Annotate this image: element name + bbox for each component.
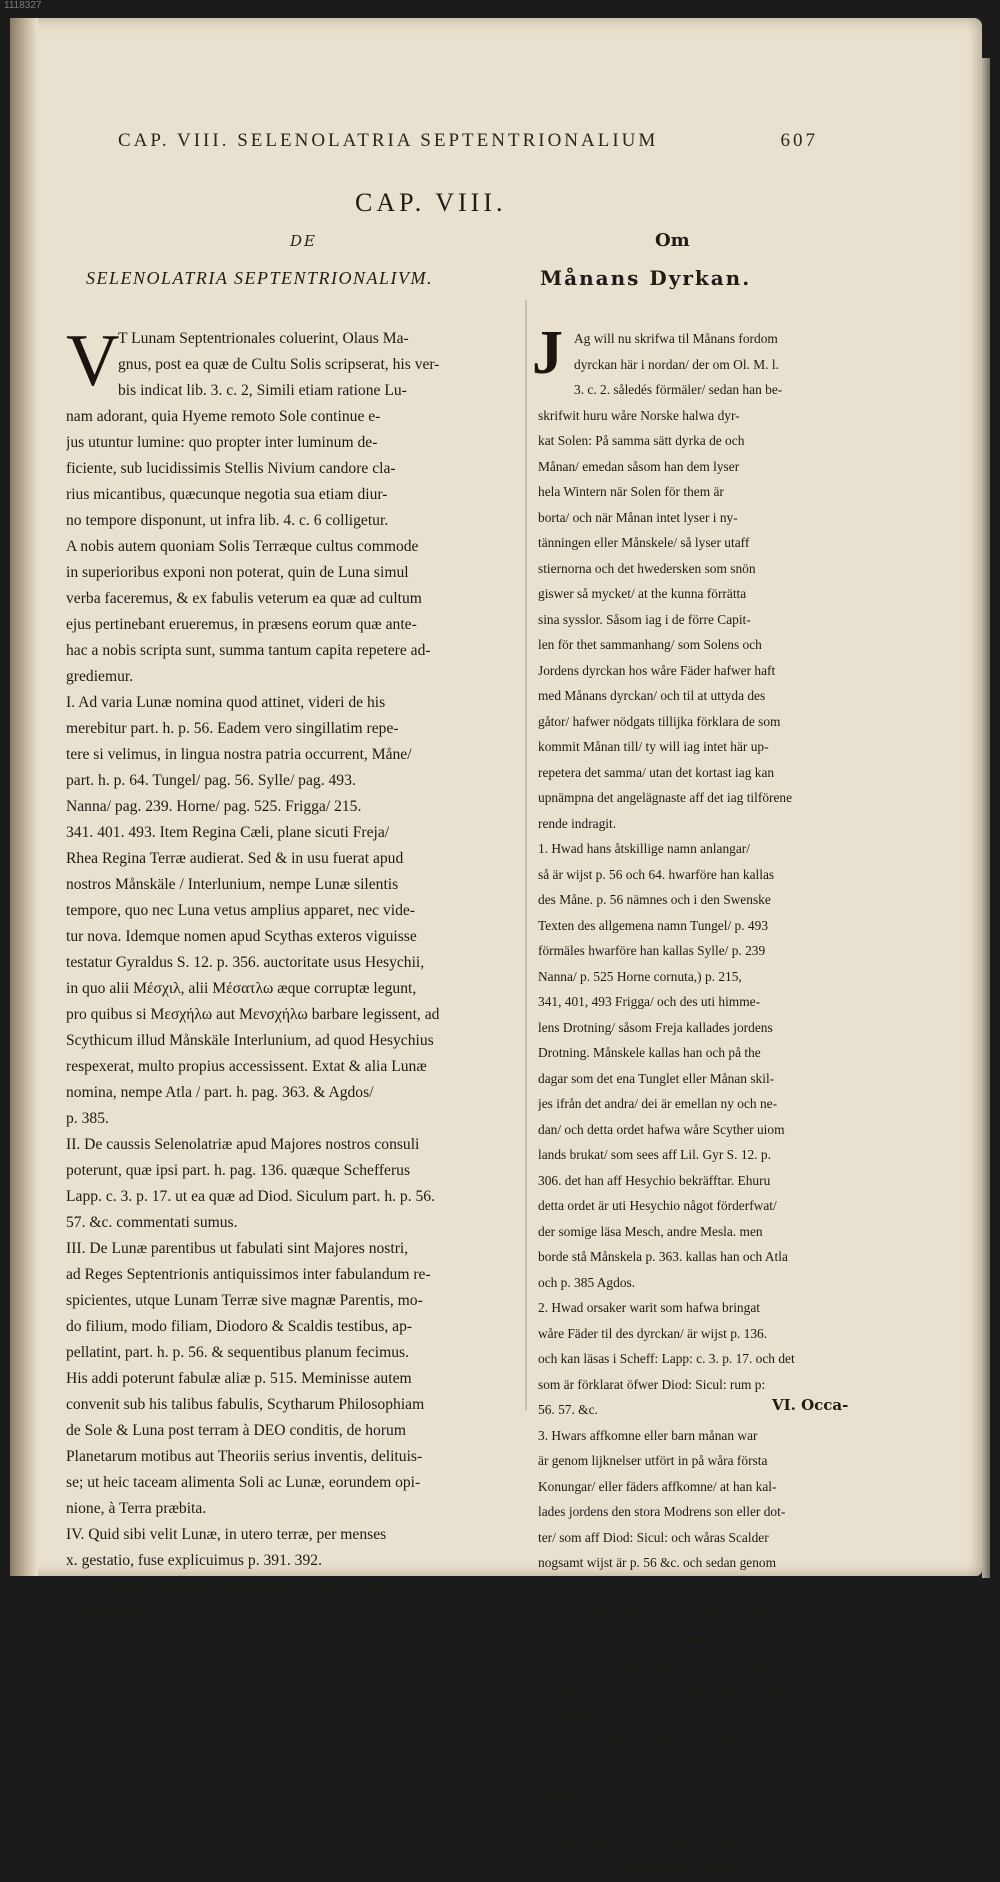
text-line: upnämpna det angelägnaste aff det iag tilförene	[538, 790, 793, 805]
text-line: sina sysslor. Såsom iag i de förre Capit-	[538, 611, 751, 627]
text-line: IV. Quid sibi velit Lunæ, in utero terræ, per menses	[66, 1526, 387, 1543]
text-line: lens Drotning/ såsom Freja kallades jordens	[538, 1019, 773, 1035]
text-line: kommit Månan till/ ty will iag intet här up-	[538, 739, 769, 754]
text-line: 6. Huru såsom Månans borttawarande	[538, 1861, 742, 1876]
text-line: ejus pertinebant erueremus, in præsens eorum quæ ante-	[66, 616, 417, 633]
text-line: jus utuntur lumine: quo propter inter luminum de-	[66, 434, 378, 451]
text-line: nogsamt wijst är p. 56 &c. och sedan genom	[538, 1555, 777, 1570]
text-line: x. gestatio, fuse explicuimus p. 391. 392.	[66, 1552, 322, 1569]
text-line: verba faceremus, & ex fabulis veterum ea quæ ad cultum	[66, 590, 422, 607]
text-line: do filium, modo filiam, Diodoro & Scaldis testibus, ap-	[66, 1318, 413, 1335]
text-line: pro quibus si Μεσχήλω aut Μενσχήλω barbare legissent, ad	[66, 1006, 440, 1023]
text-line: troendes och at Solen och Månan hade sin föda	[538, 1682, 791, 1698]
text-line: 341. 401. 493. Item Regina Cæli, plane sicuti Freja/	[66, 824, 390, 841]
text-line: så är wijst p. 56 och 64. hwarföre han kallas	[538, 866, 775, 882]
text-line: kat Solen: På samma sätt dyrka de och	[538, 433, 745, 448]
text-line: de Sole & Luna post terram à DEO conditis, de horum	[66, 1422, 406, 1439]
text-line: borta/ och när Månan intet lyser i ny-	[538, 509, 738, 525]
text-line: med Månans dyrckan/ och til at uttyda des	[538, 688, 766, 703]
text-line: wärckan och årliga wiskta lop senare bekante/	[538, 1657, 785, 1672]
text-line: giswer så mycket/ at the kunna förrätta	[538, 586, 747, 601]
text-line: Scythicum illud Månskäle Interlunium, ad quod Hesychius	[66, 1032, 434, 1049]
text-line: förmäles hwarföre han kallas Sylle/ p. 239	[538, 943, 766, 958]
text-line: stiernorna och det hwedersken som snön	[538, 560, 756, 576]
text-line: Jordens dyrckan hos wåre Fäder hafwer haft	[538, 662, 776, 678]
text-line: gåtor/ hafwer nödgats tillijka förklara de som	[538, 713, 781, 729]
text-line: 4. Hwarföre Månan sades wara födder	[538, 1733, 744, 1749]
page-number: 607	[780, 130, 818, 151]
text-line: rius micantibus, quæcunque negotia sua etiam diur-	[66, 486, 388, 503]
text-line: Rhea Regina Terræ audierat. Sed & in usu fuerat apud	[66, 850, 404, 867]
text-line: 1. Hwad hans åtskillige namn anlangar/	[538, 841, 750, 856]
text-line: lands brukat/ som sees aff Lil. Gyr S. 12. p.	[538, 1147, 771, 1162]
text-line: V. Cur Luna Solis pellex dicta fuerit, p. 341. & 391.	[66, 1578, 390, 1595]
text-line: Månan/ emedan såsom han dem lyser	[538, 458, 740, 474]
text-line: tere si velimus, in lingua nostra patria occurrent, Måne/	[66, 746, 412, 763]
chapter-title: CAP. VIII.	[355, 188, 507, 217]
text-line: ter/ som aff Diod: Sicul: och wåras Scalder	[538, 1529, 769, 1545]
heading-latin: DE	[290, 232, 317, 250]
text-line: 2. Hwad orsaker warit som hafwa bringat	[538, 1300, 760, 1315]
text-line: pellatint, part. h. p. 56. & sequentibus planum fecimus.	[66, 1344, 410, 1361]
column-divider	[525, 300, 527, 1410]
text-line: Ag will nu skrifwa til Månans fordom	[574, 331, 778, 346]
text-line: detta ordet är uti Hesychio något förderfwat/	[538, 1198, 777, 1213]
text-line: len för thet sammanhang/ som Solens och	[538, 637, 762, 652]
text-line: 5. Orsaken at Månan bleff Solens Frig-	[538, 1810, 748, 1825]
text-line: no tempore disponunt, ut infra lib. 4. c. 6 colligetur.	[66, 512, 389, 529]
text-line: dyrckan här i nordan/ der om Ol. M. l.	[574, 356, 779, 372]
text-line: poterunt, quæ ipsi part. h. pag. 136. quæque Schefferus	[66, 1162, 411, 1179]
text-line: Konungar/ eller fäders affkomne/ at han kal-	[538, 1478, 777, 1494]
text-line: in quo alii Μέσχιλ, alii Μέσατλω æque corruptæ legunt,	[66, 980, 417, 997]
text-line: och p. 385 Agdos.	[538, 1274, 636, 1290]
dropcap-swedish: J	[532, 319, 563, 387]
text-line: 3. Hwars affkomne eller barn månan war	[538, 1427, 758, 1443]
text-line: rende indragit.	[538, 815, 617, 831]
text-line: borde stå Månskela p. 363. kallas han och Atla	[538, 1249, 788, 1264]
library-stamp: 1118327	[4, 0, 42, 11]
text-line: wåre Fäder til des dyrckan/ är wijst p. 136.	[538, 1325, 768, 1341]
text-line: in superioribus exponi non poterat, quin de Luna simul	[66, 564, 409, 581]
text-line: nostros Månskäle / Interlunium, nempe Lunæ silentis	[66, 876, 399, 893]
text-line: andra gåtor p. 515 så och flerestädes/ och det	[538, 1580, 780, 1596]
text-line: 341, 401, 493 Frigga/ och des uti himme-	[538, 994, 761, 1009]
text-line: His addi poterunt fabulæ aliæ p. 515. Meminisse autem	[66, 1370, 412, 1387]
text-line: ficiente, sub lucidissimis Stellis Nivium candore cla-	[66, 460, 396, 477]
latin-column	[66, 320, 516, 1626]
heading-swedish: Om	[655, 230, 690, 251]
text-line: 306. det han aff Hesychio bekräfftar. Ehuru	[538, 1172, 771, 1188]
text-line: 3. c. 2. såledés förmäler/ sedan han be-	[574, 382, 783, 397]
text-line: jes ifrån det andra/ dei är emellan ny och ne-	[538, 1096, 778, 1111]
text-line: T Lunam Septentrionales coluerint, Olaus Ma-	[118, 330, 409, 347]
text-line: ad Reges Septentrionis antiquissimos inter fabulandum re-	[66, 1266, 431, 1283]
swedish-column	[538, 326, 828, 1882]
text-line: spicientes, utque Lunam Terræ sive magnæ Parentis, mo-	[66, 1292, 423, 1309]
text-line: som är förklarat öfwer Diod: Sicul: rum p:	[538, 1376, 766, 1392]
text-line: A nobis autem quoniam Solis Terræque cultus commode	[66, 538, 419, 555]
text-line: aff Jorden/ och det på 10 månan/ är widlyf-	[538, 1759, 770, 1774]
text-line: II. De caussis Selenolatriæ apud Majores nostros consuli	[66, 1136, 420, 1153]
subtitle-latin: SELENOLATRIA SEPTENTRIONALIVM.	[86, 268, 434, 288]
text-line: gnus, post ea quæ de Cultu Solis scripserat, his ver-	[118, 356, 440, 373]
text-line: part. h. p. 64. Tungel/ pag. 56. Sylle/ pag. 493.	[66, 772, 356, 789]
text-line: merebitur part. h. p. 56. Eadem vero singillatim repe-	[66, 720, 399, 737]
text-line: 57. &c. commentati sumus.	[66, 1214, 238, 1231]
text-line: hela Wintern när Solen för them är	[538, 484, 724, 499]
text-line: och kan läsas i Scheff: Lapp: c. 3. p. 17. och det	[538, 1351, 795, 1366]
text-line: expositum est.	[66, 1604, 157, 1621]
text-line: ga eller Frilla är wijst p. 341 och 391.	[538, 1835, 740, 1851]
text-line: Nanna/ p. 525 Horne cornuta,) p. 215,	[538, 968, 742, 984]
text-line: der somige läsa Mesch, andre Mesla. men	[538, 1223, 763, 1239]
text-line: nam adorant, quia Hyeme remoto Sole continue e-	[66, 408, 381, 425]
text-line: nione, à Terra præbita.	[66, 1500, 207, 1517]
text-line: bis indicat lib. 3. c. 2, Simili etiam ratione Lu-	[118, 382, 407, 399]
text-line: Lapp. c. 3. p. 17. ut ea quæ ad Diod. Siculum part. h. p. 56.	[66, 1188, 435, 1205]
text-line: Texten des allgemena namn Tungel/ p. 493	[538, 917, 769, 933]
text-line: 56. 57. &c.	[538, 1402, 598, 1417]
text-line: tänningen eller Månskele/ så lyser utaff	[538, 535, 750, 550]
text-line: p. 385.	[66, 1110, 109, 1127]
text-line: dan/ och detta ordet hafwa wåre Scyther uiom	[538, 1121, 785, 1137]
text-line: testatur Gyraldus S. 12. p. 356. auctoritate usus Hesychii,	[66, 954, 425, 971]
text-line: blefwo senare skapade än Jorden/ och thes	[538, 1631, 766, 1647]
text-line: teligen förklarat p. 391, 392.	[538, 1784, 691, 1800]
dropcap-latin: V	[66, 320, 120, 402]
text-line: lades jordens den stora Modrens son eller dot-	[538, 1504, 786, 1519]
running-head-title: CAP. VIII. SELENOLATRIA SEPTENTRIONALIUM	[118, 130, 659, 151]
text-line: III. De Lunæ parentibus ut fabulati sint Majores nostri,	[66, 1240, 409, 1257]
text-line: aff jorden.	[538, 1708, 594, 1723]
text-line: convenit sub his talibus fabulis, Scytharum Philosophiam	[66, 1396, 425, 1413]
book-gutter	[10, 18, 38, 1576]
text-line: grediemur.	[66, 668, 134, 685]
text-line: repetera det samma/ utan det kortast iag kan	[538, 764, 775, 780]
text-line: Planetarum motibus aut Theoriis serius inventis, delituis-	[66, 1448, 423, 1465]
text-line: är genom lijknelser utfört in på wåra första	[538, 1453, 768, 1468]
text-line: Nanna/ pag. 239. Horne/ pag. 525. Frigga/ 215.	[66, 798, 362, 815]
text-line: se; ut heic taceam alimenta Soli ac Lunæ, eorundem opi-	[66, 1474, 421, 1491]
text-line: respexerat, multo propius accessissent. Extat & alia Lunæ	[66, 1058, 427, 1075]
text-line: skrifwit huru wåre Norske halwa dyr-	[538, 407, 740, 423]
text-line: serdeles i affseende emedan Solen och Månan	[538, 1606, 785, 1621]
text-line: Drotning. Månskele kallas han och på the	[538, 1045, 761, 1060]
text-line: tempore, quo nec Luna vetus amplius apparet, nec vide-	[66, 902, 416, 919]
subtitle-swedish: Månans Dyrkan.	[540, 266, 752, 290]
text-line: hac a nobis scripta sunt, summa tantum capita repetere ad-	[66, 642, 431, 659]
page-edge	[982, 58, 990, 1578]
text-line: I. Ad varia Lunæ nomina quod attinet, videri de his	[66, 694, 386, 711]
running-head	[118, 130, 818, 152]
text-line: des Måne. p. 56 nämnes och i den Swenske	[538, 892, 771, 907]
text-line: tur nova. Idemque nomen apud Scythas exteros viguisse	[66, 928, 417, 945]
text-line: nomina, nempe Atla / part. h. pag. 363. & Agdos/	[66, 1084, 374, 1101]
text-line: dagar som det ena Tunglet eller Månan skil-	[538, 1070, 775, 1086]
catchword: VI. Occa-	[772, 1396, 849, 1414]
